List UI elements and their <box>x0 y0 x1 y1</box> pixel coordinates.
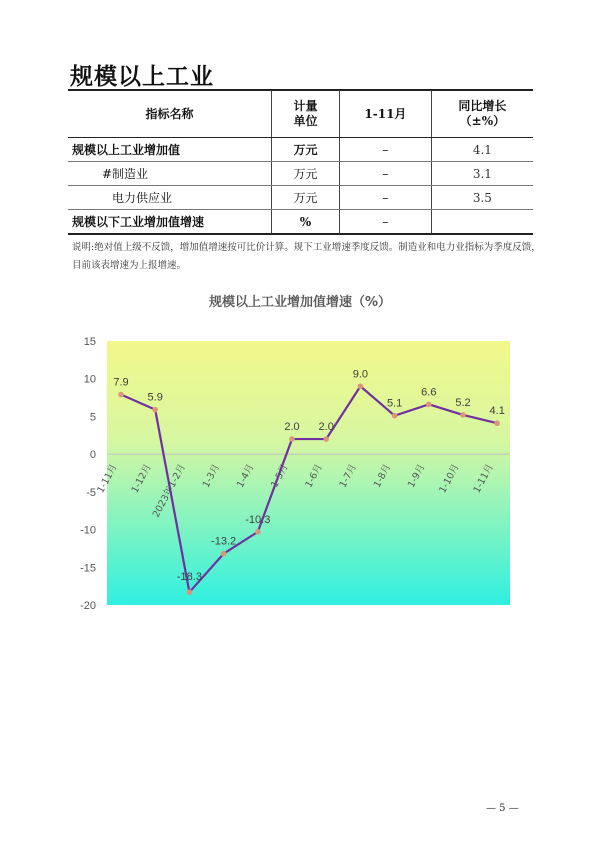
data-point <box>494 420 500 426</box>
header-indicator: 指标名称 <box>68 90 272 138</box>
x-tick-label: 1-5月 <box>269 462 291 490</box>
data-point <box>392 413 398 419</box>
chart-title: 规模以上工业增加值增速（%） <box>208 295 392 310</box>
y-tick-label: 10 <box>83 373 96 386</box>
row-period-value: – <box>340 162 432 186</box>
data-label: 5.2 <box>455 396 471 409</box>
x-tick-label: 1-9月 <box>405 462 428 490</box>
data-label: 4.1 <box>489 405 505 418</box>
y-tick-label: -10 <box>80 524 96 537</box>
row-growth-value: 3.5 <box>431 186 533 210</box>
x-tick-label: 1-7月 <box>337 462 360 490</box>
row-name: 规模以上工业增加值 <box>68 138 272 162</box>
data-label: 9.0 <box>352 368 369 381</box>
data-label: 6.6 <box>421 386 437 399</box>
data-point <box>358 383 364 389</box>
y-tick-label: 5 <box>89 411 96 424</box>
y-tick-label: 0 <box>89 449 96 462</box>
y-tick-label: 15 <box>83 336 96 348</box>
y-tick-label: -5 <box>86 486 96 499</box>
data-point <box>289 436 295 442</box>
data-point <box>426 402 432 408</box>
x-tick-label: 1-8月 <box>371 462 394 490</box>
row-growth-value: 4.1 <box>431 138 533 162</box>
x-tick-label: 1-6月 <box>303 462 325 490</box>
x-tick-label: 2023年1-2月 <box>150 462 189 520</box>
data-point <box>187 589 193 595</box>
row-period-value: – <box>340 210 432 235</box>
x-tick-label: 1-3月 <box>200 462 223 490</box>
data-point <box>221 551 227 557</box>
x-tick-label: 1-11月 <box>95 462 120 495</box>
data-point <box>460 412 466 418</box>
row-name: 规模以下工业增加值增速 <box>68 210 272 235</box>
header-growth-line2: （±%） <box>459 114 506 128</box>
row-period-value: – <box>340 138 432 162</box>
data-label: 2.0 <box>318 421 334 434</box>
data-label: -10.3 <box>245 513 271 526</box>
row-growth-value: 3.1 <box>431 162 533 186</box>
table-note: 说明:绝对值上级不反馈，增加值增速按可比价计算。规下工业增速季度反馈。制造业和电力业指标为季度反馈，目前该表增速为上报增速。 <box>72 242 541 271</box>
row-unit: 万元 <box>272 138 340 162</box>
data-label: -13.2 <box>211 535 237 548</box>
data-point <box>118 392 124 398</box>
data-label: 2.0 <box>284 421 300 434</box>
data-label: 7.9 <box>113 376 129 389</box>
row-unit: 万元 <box>272 186 340 210</box>
row-name: #制造业 <box>68 162 272 186</box>
y-axis <box>80 336 96 612</box>
y-tick-label: -15 <box>80 562 96 575</box>
y-tick-label: -20 <box>80 600 96 612</box>
header-period: 1-11月 <box>340 90 432 138</box>
x-tick-label: 1-4月 <box>234 462 257 490</box>
row-unit: % <box>272 210 340 235</box>
data-label: 5.9 <box>147 391 163 404</box>
data-label: -18.3 <box>176 571 202 584</box>
x-tick-label: 1-10月 <box>437 462 462 495</box>
row-period-value: – <box>340 186 432 210</box>
header-unit-line2: 单位 <box>293 114 318 128</box>
header-growth-line1: 同比增长 <box>458 99 507 113</box>
page-title: 规模以上工业 <box>70 64 214 90</box>
data-point <box>255 529 261 535</box>
header-unit-line1: 计量 <box>293 99 318 113</box>
x-tick-label: 1-12月 <box>129 462 154 495</box>
data-label: 5.1 <box>386 397 403 410</box>
data-point <box>323 436 329 442</box>
row-name: 电力供应业 <box>68 186 272 210</box>
row-unit: 万元 <box>272 162 340 186</box>
page-number: — 5 — <box>486 803 519 814</box>
x-tick-label: 1-11月 <box>471 462 496 495</box>
data-point <box>152 407 158 413</box>
